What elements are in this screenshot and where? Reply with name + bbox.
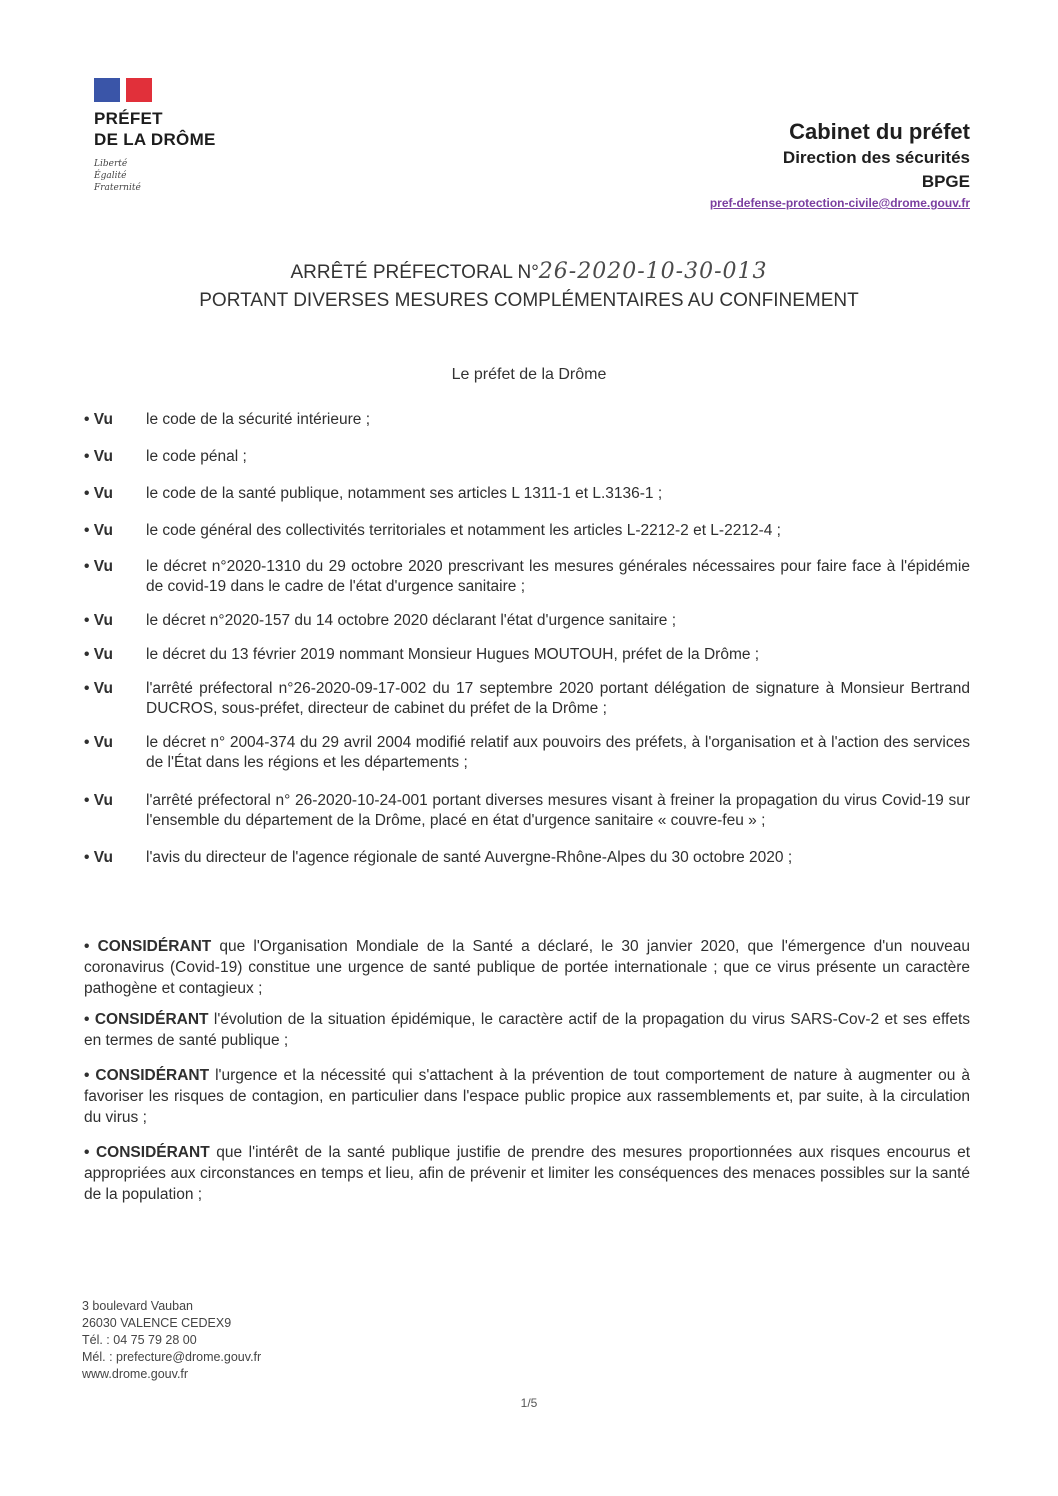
vu-text: le code de la sécurité intérieure ; [146,411,371,428]
considerant-text: que l'Organisation Mondiale de la Santé a déclaré, le 30 janvier 2020, que l'émergence d'un nouveau coronavirus (Covid-19) constitue une urgence de santé publique de portée internationale ; que ce virus présente un caractère pathogène et contagieux ; [84,938,971,997]
vu-text: le code de la santé publique, notamment ses articles L 1311-1 et L.3136-1 ; [146,485,663,502]
marianne-flag-icon [94,78,152,102]
footer-address-line-2: 26030 VALENCE CEDEX9 [82,1316,232,1330]
considerant-text: l'urgence et la nécessité qui s'attachent à la prévention de tout comportement de nature à augmenter ou à favoriser les risques de contagion, en particulier dans l'espace public propice aux rassemblements et, par suite, à la circulation du virus ; [84,1067,970,1126]
arrete-subtitle: PORTANT DIVERSES MESURES COMPLÉMENTAIRES AU CONFINEMENT [199,290,859,311]
footer-phone: Tél. : 04 75 79 28 00 [82,1333,197,1347]
considerant-keyword: • CONSIDÉRANT [84,1067,210,1084]
vu-list [84,410,970,868]
vu-item [84,521,970,541]
arrete-title [0,258,1058,315]
vu-item [84,611,970,631]
prefet-logo [94,78,216,194]
considerant-keyword: • CONSIDÉRANT [84,1011,209,1028]
vu-tag: • Vu [84,485,113,502]
motto-egalite: Égalité [94,171,127,181]
page-number: 1/5 [520,1396,538,1410]
vu-item [84,484,970,504]
vu-item [84,557,970,597]
vu-item [84,848,970,868]
logo-line-2: DE LA DRÔME [94,130,216,149]
vu-tag: • Vu [84,522,113,539]
considerant-item [84,936,970,999]
vu-text: l'arrêté préfectoral n°26-2020-09-17-002 du 17 septembre 2020 portant délégation de signature à Monsieur Bertrand DUCROS, sous-préfet, directeur de cabinet du préfet de la Drôme ; [146,680,970,717]
vu-text: le décret n°2020-157 du 14 octobre 2020 déclarant l'état d'urgence sanitaire ; [146,612,677,629]
arrete-title-line [0,258,1058,287]
arrete-title-prefix: ARRÊTÉ PRÉFECTORAL N° [290,262,539,283]
footer-email[interactable]: Mél. : prefecture@drome.gouv.fr [82,1350,262,1364]
footer-address [82,1298,261,1383]
vu-text: l'arrêté préfectoral n° 26-2020-10-24-001 portant diverses mesures visant à freiner la propagation du virus Covid-19 sur l'ensemble du département de la Drôme, placé en état d'urgence sanitaire « couvre-feu » ; [146,792,970,829]
vu-text: le code général des collectivités territoriales et notamment les articles L-2212-2 et L-2212-4 ; [146,522,781,539]
considerant-keyword: • CONSIDÉRANT [84,1144,210,1161]
considerant-item [84,1142,970,1205]
vu-item [84,447,970,467]
vu-text: le décret n°2020-1310 du 29 octobre 2020 prescrivant les mesures générales nécessaires pour faire face à l'épidémie de covid-19 dans le cadre de l'état d'urgence sanitaire ; [146,558,970,595]
vu-item [84,679,970,719]
considerant-list [84,936,970,1205]
vu-text: le décret n° 2004-374 du 29 avril 2004 modifié relatif aux pouvoirs des préfets, à l'organisation et à l'action des services de l'État dans les régions et les départements ; [146,734,970,771]
motto-fraternite: Fraternité [94,183,141,193]
vu-item [84,410,970,430]
vu-item [84,645,970,665]
vu-tag: • Vu [84,849,113,866]
vu-text: le code pénal ; [146,448,247,465]
republic-motto [94,158,216,194]
service-header [710,118,970,212]
considerant-item [84,1009,970,1051]
considerant-keyword: • CONSIDÉRANT [84,938,212,955]
cabinet-title: Cabinet du préfet [789,119,970,144]
vu-tag: • Vu [84,646,113,663]
logo-line-1: PRÉFET [94,109,163,128]
direction-title: Direction des sécurités [782,148,970,167]
vu-text: le décret du 13 février 2019 nommant Monsieur Hugues MOUTOUH, préfet de la Drôme ; [146,646,760,663]
service-email-link[interactable]: pref-defense-protection-civile@drome.gouv.fr [709,196,970,210]
vu-tag: • Vu [84,411,113,428]
vu-item [84,733,970,773]
vu-tag: • Vu [84,448,113,465]
bureau-title: BPGE [921,172,970,191]
footer-website[interactable]: www.drome.gouv.fr [82,1367,189,1381]
vu-item [84,791,970,831]
considerant-item [84,1065,970,1128]
considerant-text: l'évolution de la situation épidémique, le caractère actif de la propagation du virus SARS-Cov-2 et ses effets en termes de santé publique ; [84,1011,970,1049]
vu-text: l'avis du directeur de l'agence régionale de santé Auvergne-Rhône-Alpes du 30 octobre 2020 ; [146,849,793,866]
vu-tag: • Vu [84,734,113,751]
motto-liberte: Liberté [94,159,128,169]
vu-tag: • Vu [84,792,113,809]
considerant-text: que l'intérêt de la santé publique justifie de prendre des mesures proportionnées aux risques encourus et appropriées aux circonstances en temps et lieu, afin de prévenir et limiter les conséquences des menaces possibles sur la santé de la population ; [84,1144,971,1203]
prefet-intro: Le préfet de la Drôme [451,366,607,383]
vu-tag: • Vu [84,612,113,629]
footer-address-line-1: 3 boulevard Vauban [82,1299,193,1313]
arrete-number: 26-2020-10-30-013 [538,259,768,284]
vu-tag: • Vu [84,680,113,697]
vu-tag: • Vu [84,558,113,575]
